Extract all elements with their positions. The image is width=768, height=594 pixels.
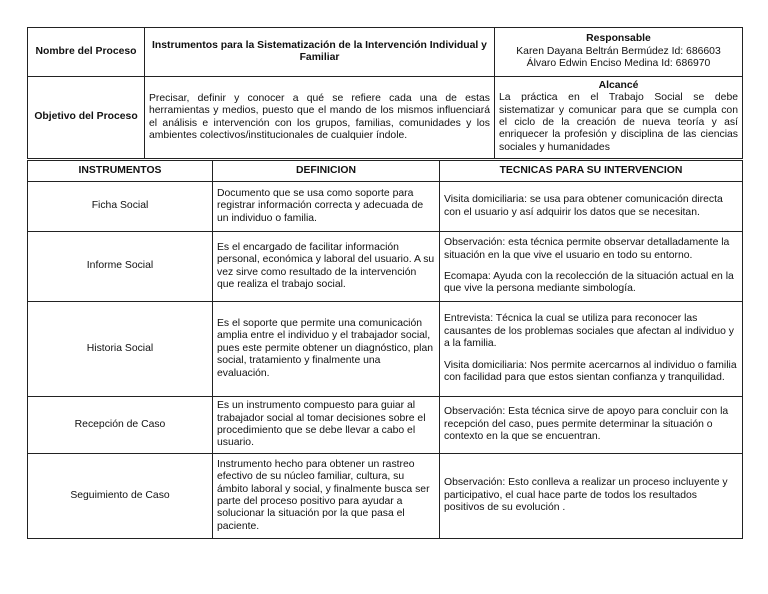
instruments-table bbox=[27, 160, 743, 539]
table-row bbox=[28, 454, 743, 539]
table-row bbox=[28, 302, 743, 397]
instrument-name: Recepción de Caso bbox=[28, 397, 213, 454]
objective-text: Precisar, definir y conocer a qué se refiere cada una de estas herramientas y medios, puesto que el mando de los mismos influenciará el análisis e intervención con los grupos, familias, comunidades y los ambientes colectivos/institucionales de cualquier índole. bbox=[145, 77, 495, 159]
instrument-technique: Observación: Esto conlleva a realizar un proceso incluyente y participativo, el cual hace parte de todos los resultados positivos de su evolución . bbox=[440, 454, 743, 539]
instrument-technique: Ecomapa: Ayuda con la recolección de la situación actual en la que vive la persona mediante simbología. bbox=[444, 271, 734, 295]
process-name: Instrumentos para la Sistematización de la Intervención Individual y Familiar bbox=[145, 28, 495, 77]
scope-cell bbox=[495, 77, 743, 159]
instrument-definition: Instrumento hecho para obtener un rastreo efectivo de su núcleo familiar, cultura, su ámbito laboral y social, y finalmente busca ser parte del proceso positivo para ayudar a solucionar la situación por la que pasa el paciente. bbox=[213, 454, 440, 539]
instrument-definition: Documento que se usa como soporte para registrar información correcta y adecuada de un individuo o familia. bbox=[213, 182, 440, 232]
header-instrumentos: INSTRUMENTOS bbox=[28, 161, 213, 182]
instrument-definition: Es un instrumento compuesto para guiar al trabajador social al tomar decisiones sobre el procedimiento que se debe llevar a cabo el usuario. bbox=[213, 397, 440, 454]
instrument-name: Informe Social bbox=[28, 232, 213, 302]
table-row bbox=[28, 182, 743, 232]
responsible-2: Álvaro Edwin Enciso Medina Id: 686970 bbox=[526, 58, 711, 70]
instrument-definition: Es el encargado de facilitar información personal, económica y laboral del usuario. A su vez sirve como resultado de la intervención que realiza el trabajo social. bbox=[213, 232, 440, 302]
instrument-technique: Observación: Esta técnica sirve de apoyo para concluir con la recepción del caso, pues permite determinar la situación o contexto en la que se encuentran. bbox=[440, 397, 743, 454]
instrument-technique: Visita domiciliaria: se usa para obtener comunicación directa con el usuario y así adquirir los datos que se necesitan. bbox=[440, 182, 743, 232]
instrument-technique: Visita domiciliaria: Nos permite acercarnos al individuo o familia con facilidad para que estos sientan confianza y tranquilidad. bbox=[444, 359, 737, 384]
instrument-name: Historia Social bbox=[28, 302, 213, 397]
instrument-technique: Observación: esta técnica permite observar detalladamente la situación en la que vive el usuario en todo su entorno. bbox=[444, 237, 730, 261]
process-name-label: Nombre del Proceso bbox=[28, 28, 145, 77]
instrument-name: Ficha Social bbox=[28, 182, 213, 232]
responsible-cell bbox=[495, 28, 743, 77]
table-row bbox=[28, 397, 743, 454]
instrument-name: Seguimiento de Caso bbox=[28, 454, 213, 539]
scope-text: La práctica en el Trabajo Social se debe sistematizar y comunicar para que se cumpla con el ciclo de la creación de nueva teoría y así enriquecer la profesión y disciplina de las ciencias sociales y humanidades bbox=[499, 92, 738, 153]
instrument-technique: Entrevista: Técnica la cual se utiliza para reconocer las causantes de los problemas sociales que afectan al individuo y a la familia. bbox=[444, 313, 734, 350]
instrument-techniques-cell bbox=[440, 302, 743, 397]
responsible-label: Responsable bbox=[586, 33, 651, 45]
header-tecnicas: TECNICAS PARA SU INTERVENCION bbox=[440, 161, 743, 182]
objective-label: Objetivo del Proceso bbox=[28, 77, 145, 159]
header-definicion: DEFINICION bbox=[213, 161, 440, 182]
instrument-definition: Es el soporte que permite una comunicación amplia entre el individuo y el trabajador social, pues este permite obtener un diagnóstico, plan social, tratamiento y finalmente una evaluación. bbox=[213, 302, 440, 397]
responsible-1: Karen Dayana Beltrán Bermúdez Id: 686603 bbox=[516, 45, 721, 57]
scope-label: Alcancé bbox=[598, 79, 639, 91]
process-info-table bbox=[27, 27, 743, 159]
table-header-row bbox=[28, 161, 743, 182]
table-row bbox=[28, 232, 743, 302]
instrument-techniques-cell bbox=[440, 232, 743, 302]
